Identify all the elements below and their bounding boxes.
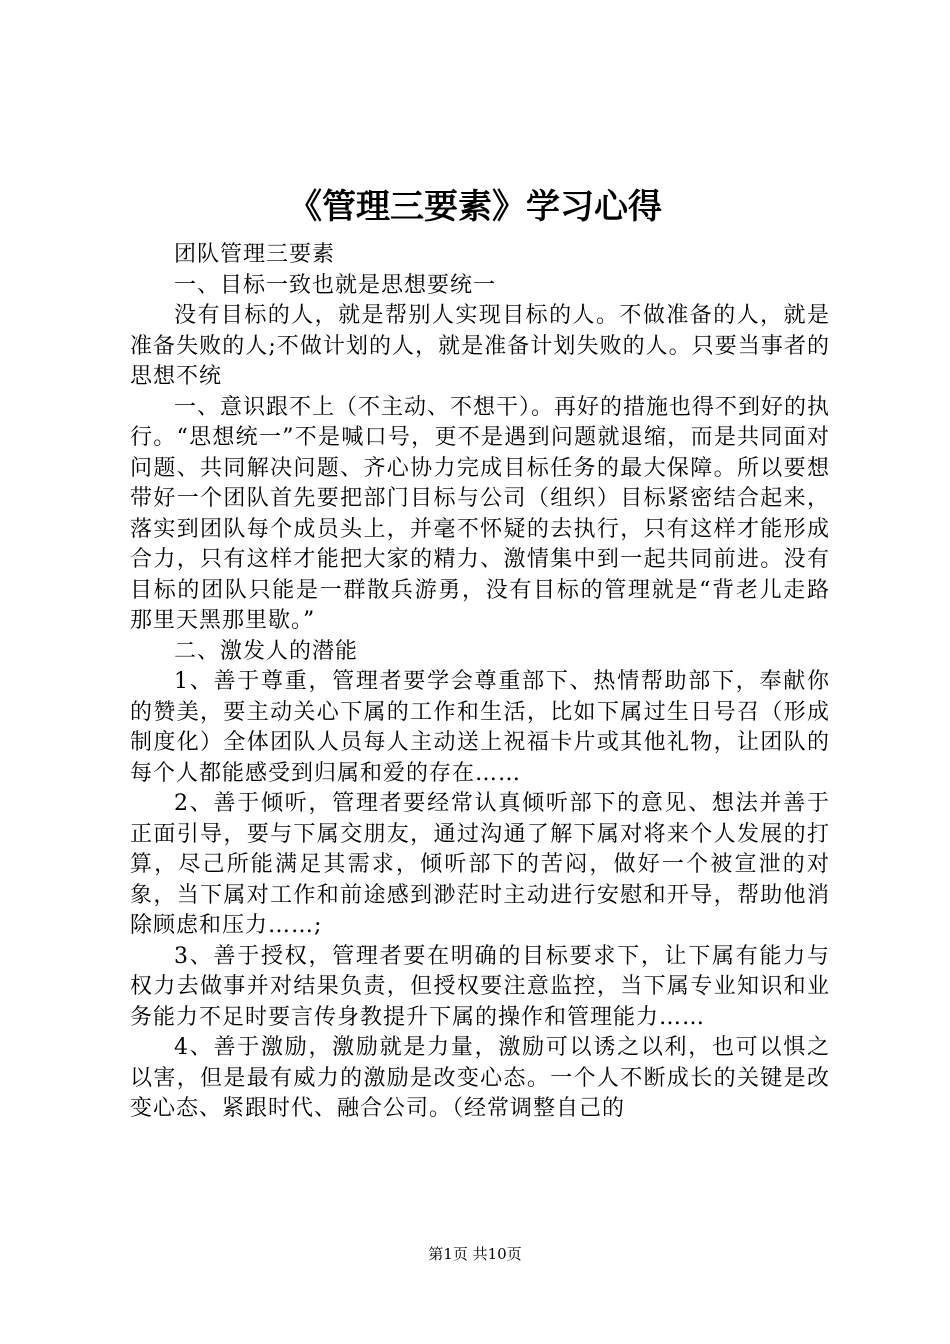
paragraph: 4、善于激励，激励就是力量，激励可以诱之以利，也可以惧之以害，但是最有威力的激励是改变心态。一个人不断成长的关键是改变心态、紧跟时代、融合公司。（经常调整自己的 <box>130 1035 830 1121</box>
paragraph: 1、善于尊重，管理者要学会尊重部下、热情帮助部下，奉献你的赞美，要主动关心下属的工作和生活，比如下属过生日号召（形成制度化）全体团队人员每人主动送上祝福卡片或其他礼物，让团队的每个人都能感受到归属和爱的存在…… <box>130 669 830 786</box>
paragraph: 3、善于授权，管理者要在明确的目标要求下，让下属有能力与权力去做事并对结果负责，但授权要注意监控，当下属专业知识和业务能力不足时要言传身教提升下属的操作和管理能力…… <box>130 943 830 1030</box>
page-footer: 第1页 共10页 <box>428 1245 522 1263</box>
paragraph: 一、意识跟不上（不主动、不想干）。再好的措施也得不到好的执行。“思想统一”不是喊口号，更不是遇到问题就退缩，而是共同面对问题、共同解决问题、齐心协力完成目标任务的最大保障。所以要想带好一个团队首先要把部门目标与公司（组织）目标紧密结合起来，落实到团队每个成员头上，并毫不怀疑的去执行，只有这样才能形成合力，只有这样才能把大家的精力、激情集中到一起共同前进。没有目标的团队只能是一群散兵游勇，没有目标的管理就是“背老儿走路那里天黑那里歇。” <box>130 394 831 633</box>
paragraph: 二、激发人的潜能 <box>174 638 359 664</box>
document-body <box>130 240 830 1125</box>
paragraph: 2、善于倾听，管理者要经常认真倾听部下的意见、想法并善于正面引导，要与下属交朋友，通过沟通了解下属对将来个人发展的打算，尽己所能满足其需求，倾听部下的苦闷，做好一个被宣泄的对象，当下属对工作和前途感到渺茫时主动进行安慰和开导，帮助他消除顾虑和压力……; <box>130 791 830 938</box>
paragraph: 团队管理三要素 <box>174 242 336 267</box>
paragraph: 没有目标的人，就是帮别人实现目标的人。不做准备的人，就是准备失败的人;不做计划的人，就是准备计划失败的人。只要当事者的思想不统 <box>130 303 830 389</box>
document-title: 《管理三要素》学习心得 <box>288 187 662 227</box>
paragraph: 一、目标一致也就是思想要统一 <box>174 272 497 298</box>
